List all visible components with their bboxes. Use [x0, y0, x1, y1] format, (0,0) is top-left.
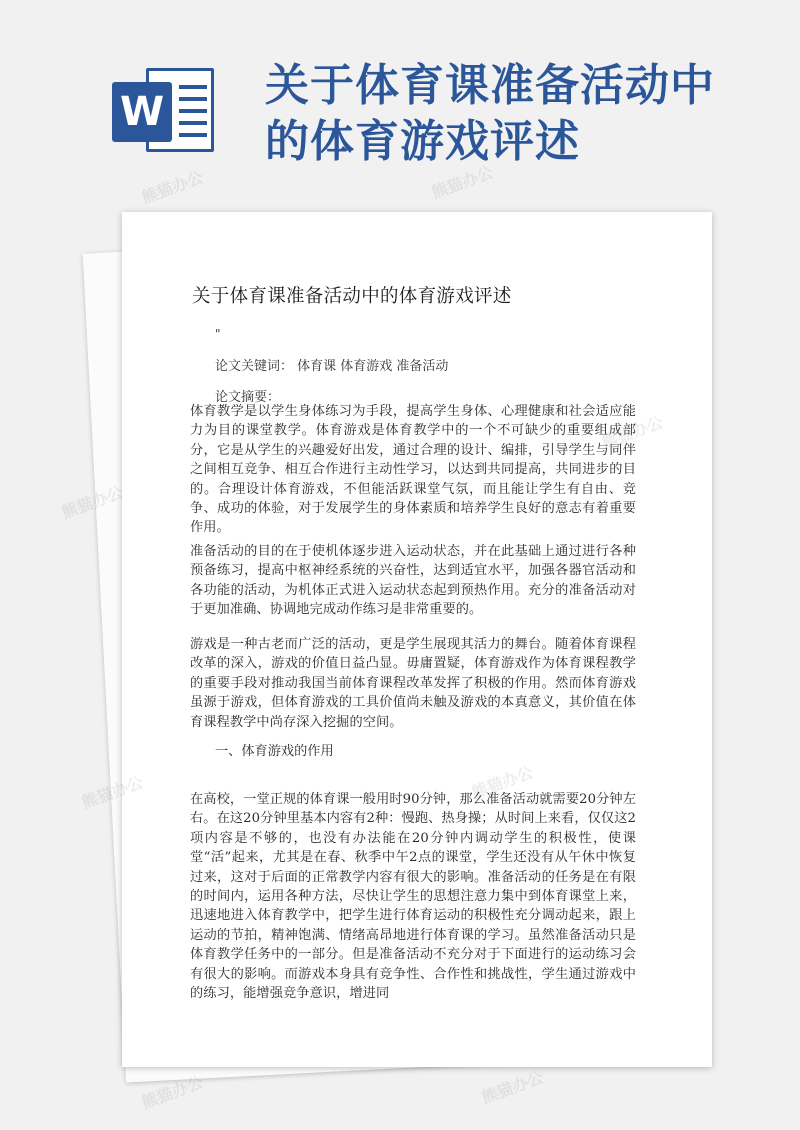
word-icon-line [179, 121, 207, 125]
paragraph-college-class: 在高校，一堂正规的体育课一般用时90分钟，那么准备活动就需要20分钟左右。在这20分钟里基本内容有2种：慢跑、热身操；从时间上来看，仅仅这2项内容是不够的，也没有办法能在20分钟内调动学生的积极性，使课堂“活”起来，尤其是在春、秋季中午2点的课堂，学生还没有从午休中恢复过来，这对于后面的正常教学内容有很大的影响。准备活动的任务是在有限的时间内，运用各种方法，尽快让学生的思想注意力集中到体育课堂上来，迅速地进入体育教学中，把学生进行体育运动的积极性充分调动起来，跟上运动的节拍，精神饱满、情绪高昂地进行体育课的学习。虽然准备活动只是体育教学任务中的一部分。但是准备活动不充分对于下面进行的运动练习会有很大的影响。而游戏本身具有竞争性、合作性和挑战性，学生通过游戏中的练习，能增强竞争意识，增进同 [190, 792, 636, 1002]
abstract-label: 论文摘要： [215, 390, 281, 405]
watermark: 熊猫办公 [139, 167, 206, 208]
page-title [265, 58, 785, 170]
document-title: 关于体育课准备活动中的体育游戏评述 [192, 286, 512, 307]
word-icon-line [179, 85, 207, 89]
watermark: 熊猫办公 [59, 482, 126, 523]
document-page [122, 212, 712, 1067]
section-heading: 一、体育游戏的作用 [215, 744, 334, 759]
page-title-line-1: 关于体育课准备活动中 [265, 60, 715, 111]
word-icon-line [179, 97, 207, 101]
paragraph-warmup-purpose: 准备活动的目的在于使机体逐步进入运动状态，并在此基础上通过进行各种预备练习，提高中枢神经系统的兴奋性，达到适宜水平，加强各器官活动和各功能的活动，为机体正式进入运动状态起到预热作用。充分的准备活动对于更加准确、协调地完成动作练习是非常重要的。 [190, 544, 636, 618]
watermark: 熊猫办公 [479, 1067, 546, 1108]
word-icon-line [179, 133, 207, 137]
watermark: 熊猫办公 [429, 162, 496, 203]
header [0, 0, 800, 200]
paragraph-games-value: 游戏是一种古老而广泛的活动，更是学生展现其活力的舞台。随着体育课程改革的深入，游戏的价值日益凸显。毋庸置疑，体育游戏作为体育课程教学的重要手段对推动我国当前体育课程改革发挥了积极的作用。然而体育游戏虽源于游戏，但体育游戏的工具价值尚未触及游戏的本真意义，其价值在体育课程教学中尚存深入挖掘的空间。 [190, 637, 636, 730]
word-document-icon [108, 62, 218, 158]
quote-mark: " [215, 327, 221, 341]
page-title-line-2: 的体育游戏评述 [265, 116, 580, 167]
watermark: 熊猫办公 [139, 1072, 206, 1113]
paragraph-abstract: 体育教学是以学生身体练习为手段，提高学生身体、心理健康和社会适应能力为目的课堂教学。体育游戏是体育教学中的一个不可缺少的重要组成部分，它是从学生的兴趣爱好出发，通过合理的设计、编排，引导学生与同伴之间相互竞争、相互合作进行主动性学习，以达到共同提高，共同进步的目的。合理设计体育游戏，不但能活跃课堂气氛，而且能让学生有自由、竞争、成功的体验，对于发展学生的身体素质和培养学生良好的意志有着重要作用。 [190, 404, 636, 536]
word-icon-line [179, 109, 207, 113]
word-icon-letter: W [112, 82, 172, 142]
keywords-line: 论文关键词： 体育课 体育游戏 准备活动 [215, 359, 449, 374]
